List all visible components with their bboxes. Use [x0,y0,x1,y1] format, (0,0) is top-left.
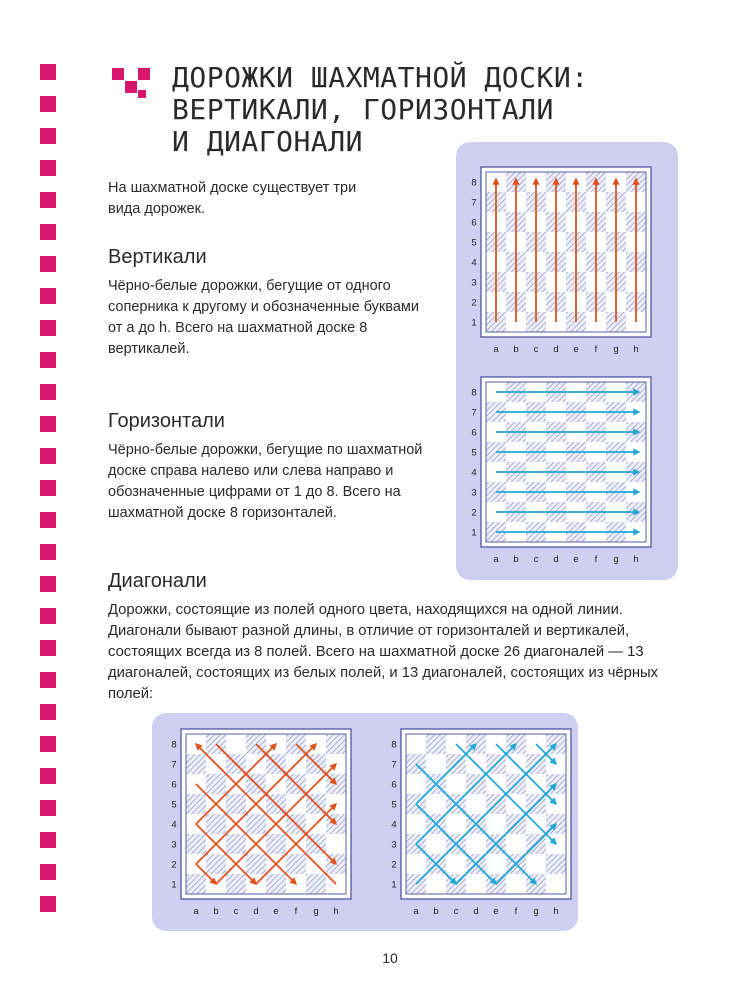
decorative-dot [40,256,56,272]
title-line-1: ДОРОЖКИ ШАХМАТНОЙ ДОСКИ: [172,61,589,94]
rank-label: 1 [471,527,477,539]
rank-label: 3 [171,839,177,851]
light-square [406,854,426,874]
decorative-dot [40,64,56,80]
light-square [506,834,526,854]
dark-square [186,754,206,774]
rank-label: 1 [171,879,177,891]
rank-label: 6 [171,779,177,791]
decorative-dot [40,320,56,336]
page-number: 10 [382,950,398,966]
light-square [486,814,506,834]
decorative-dot [40,672,56,688]
rank-label: 8 [471,387,477,399]
dark-square [546,854,566,874]
vertical-text: Чёрно-белые дорожки, бегущие от одного соперника к другому и обозначенные буквами от a до h. Всего на шахматной доске 8 вертикалей. [108,278,419,357]
file-label: a [493,554,499,565]
title-line-3: И ДИАГОНАЛИ [172,125,363,158]
dark-square [246,854,266,874]
file-label: f [594,344,598,355]
rank-label: 5 [171,799,177,811]
file-label: g [313,906,319,917]
rank-label: 1 [391,879,397,891]
decorative-dot [40,832,56,848]
rank-label: 3 [471,277,477,289]
file-label: b [513,344,519,355]
dark-square [286,854,306,874]
file-label: a [413,906,419,917]
light-square [226,734,246,754]
rank-label: 2 [171,859,177,871]
decorative-dot [40,480,56,496]
file-label: e [493,906,499,917]
dark-square [186,794,206,814]
dark-square [426,734,446,754]
light-square [506,874,526,894]
rank-label: 4 [471,257,477,269]
rank-label: 5 [471,447,477,459]
dark-square [266,834,286,854]
file-label: h [633,554,639,565]
rank-label: 8 [171,739,177,751]
file-label: b [213,906,219,917]
title-line-2: ВЕРТИКАЛИ, ГОРИЗОНТАЛИ [172,93,554,126]
decorative-dot [40,416,56,432]
file-label: h [333,906,339,917]
title-checker-square [112,68,124,80]
file-label: f [594,554,598,565]
dark-square [226,834,246,854]
chessboard-diagonals-orange [166,726,366,922]
light-square [446,814,466,834]
file-label: g [533,906,539,917]
decorative-dot [40,512,56,528]
file-label: d [553,554,559,565]
light-square [466,794,486,814]
file-label: c [453,906,459,917]
decorative-dot [40,224,56,240]
horizontal-heading: Горизонтали [108,410,225,432]
rank-label: 5 [391,799,397,811]
file-label: d [553,344,559,355]
light-square [446,774,466,794]
decorative-dot [40,704,56,720]
rank-label: 7 [471,407,477,419]
chessboard-verticals [466,164,666,360]
rank-label: 4 [391,819,397,831]
rank-label: 8 [391,739,397,751]
light-square [546,874,566,894]
file-label: e [273,906,279,917]
diagonal-heading: Диагонали [108,570,207,592]
file-label: a [193,906,199,917]
file-label: g [613,554,619,565]
file-label: c [533,554,539,565]
diagonal-text: Дорожки, состоящие из полей одного цвета, находящихся на одной линии. Диагонали бывают разной длины, в отличие от горизонталей и вертикалей, состоящих всегда из 8 полей. Всего на шахматной доске 26 диагоналей — 13 диагоналей, состоящих из белых полей, и 13 диагоналей, состоящих из чёрных полей: [108,602,659,702]
rank-label: 4 [471,467,477,479]
vertical-heading: Вертикали [108,246,207,268]
decorative-dot [40,160,56,176]
rank-label: 6 [391,779,397,791]
dark-square [186,834,206,854]
dark-square [226,794,246,814]
light-square [326,834,346,854]
rank-label: 1 [471,317,477,329]
rank-label: 2 [471,507,477,519]
decorative-dot [40,352,56,368]
rank-label: 5 [471,237,477,249]
decorative-dot [40,128,56,144]
light-square [426,834,446,854]
rank-label: 4 [171,819,177,831]
file-label: d [473,906,479,917]
file-label: f [294,906,298,917]
light-square [486,854,506,874]
file-label: f [514,906,518,917]
light-square [426,754,446,774]
rank-label: 6 [471,217,477,229]
title-checker-square [138,68,150,80]
rank-label: 3 [391,839,397,851]
rank-label: 2 [471,297,477,309]
decorative-dots-column [0,0,60,1000]
light-square [406,734,426,754]
rank-label: 7 [471,197,477,209]
rank-label: 7 [391,759,397,771]
title-checker-square [138,90,146,98]
horizontal-text: Чёрно-белые дорожки, бегущие по шахматной доске справа налево или слева направо и обозначенные цифрами от 1 до 8. Всего на шахматной доске 8 горизонталей. [108,442,423,521]
dark-square [186,874,206,894]
title-checker-square [125,81,137,93]
rank-label: 3 [471,487,477,499]
decorative-dot [40,640,56,656]
decorative-dot [40,768,56,784]
rank-label: 6 [471,427,477,439]
file-label: e [573,344,579,355]
decorative-dot [40,864,56,880]
chessboard-horizontals [466,374,666,570]
file-label: d [253,906,259,917]
dark-square [206,854,226,874]
rank-label: 7 [171,759,177,771]
decorative-dot [40,384,56,400]
light-square [426,874,446,894]
dark-square [266,874,286,894]
decorative-dot [40,544,56,560]
decorative-dot [40,800,56,816]
light-square [426,794,446,814]
file-label: b [433,906,439,917]
decorative-dot [40,96,56,112]
dark-square [226,874,246,894]
file-label: h [553,906,559,917]
dark-square [246,814,266,834]
decorative-dot [40,288,56,304]
dark-square [306,874,326,894]
title-checker-icon [112,68,152,102]
decorative-dot [40,192,56,208]
rank-label: 8 [471,177,477,189]
dark-square [326,734,346,754]
decorative-dot [40,448,56,464]
dark-square [206,814,226,834]
decorative-dot [40,736,56,752]
file-label: h [633,344,639,355]
file-label: c [233,906,239,917]
file-label: b [513,554,519,565]
rank-label: 2 [391,859,397,871]
intro-text: На шахматной доске существует три вида дорожек. [108,180,357,217]
file-label: e [573,554,579,565]
light-square [466,834,486,854]
file-label: c [533,344,539,355]
decorative-dot [40,896,56,912]
file-label: a [493,344,499,355]
light-square [446,854,466,874]
dark-square [206,774,226,794]
light-square [466,874,486,894]
decorative-dot [40,608,56,624]
decorative-dot [40,576,56,592]
light-square [406,774,426,794]
light-square [526,854,546,874]
chessboard-diagonals-blue [386,726,586,922]
file-label: g [613,344,619,355]
light-square [406,814,426,834]
